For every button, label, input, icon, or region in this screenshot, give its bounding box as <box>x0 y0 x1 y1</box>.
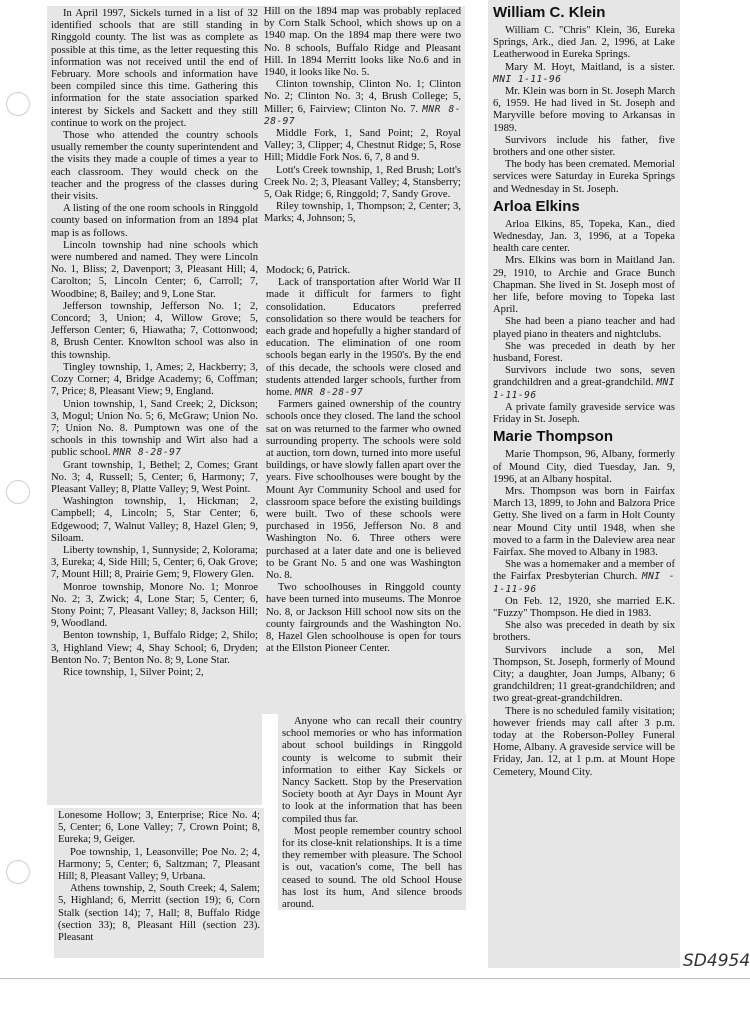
paragraph: Lott's Creek township, 1, Red Brush; Lott's Creek No. 2; 3, Pleasant Valley; 4, Stansberry; 5, Oak Ridge; 6, Ringgold; 7, Sandy Grove. <box>264 164 461 201</box>
punch-hole-top <box>6 92 30 116</box>
paragraph-text: She was a homemaker and a member of the Fairfax Presbyterian Church. <box>493 559 675 583</box>
paragraph: On Feb. 12, 1920, she married E.K. "Fuzzy" Thompson. He died in 1983. <box>493 595 675 619</box>
paragraph: Riley township, 1, Thompson; 2, Center; 3, Marks; 4, Johnson; 5, <box>264 201 461 225</box>
paragraph: Modock; 6, Patrick. <box>266 265 351 276</box>
paragraph: Mrs. Thompson was born in Fairfax March 13, 1899, to John and Balzora Price Getty. She lived on a farm in Holt County near Mound City until 1948, when she moved to a farm in the Daleview area near Fairfax. She moved to Albany in 1983. <box>493 485 675 558</box>
paragraph: Tingley township, 1, Ames; 2, Hackberry; 3, Cozy Corner; 4, Bridge Academy; 6, Coffman; 7, Price; 8, Pleasant View; 9, England. <box>51 361 258 398</box>
paragraph-text: Survivors include two sons, seven grandchildren and a great-grandchild. <box>493 365 675 389</box>
punch-hole-middle <box>6 480 30 504</box>
paragraph: Anyone who can recall their country school memories or who has information about school buildings in Ringgold county is welcome to submit their information to either Kay Sickels or Nancy Sackett. Stop by the Preservation Society booth at Ayr Days in Mount Ayr to look at the information that has been compiled thus far. <box>282 716 462 825</box>
handwritten-note: MNR 8-28-97 <box>113 447 182 459</box>
punch-hole-bottom <box>6 860 30 884</box>
obituaries-column <box>488 0 680 968</box>
handwritten-note: MNR 8-28-97 <box>294 387 364 399</box>
paragraph: In April 1997, Sickels turned in a list of 32 identified schools that are still standing in Ringgold county. The list was as complete as possible at this time, as the letter requesting this information was not received until the end of February. More schools and information have been compiled since this time. Gathering this information for the state association sparked interest by Sickels and Sackett and they still continue to work on the project. <box>51 8 258 129</box>
clipping-column-1 <box>47 6 262 805</box>
paragraph: Benton township, 1, Buffalo Ridge; 2, Shilo; 3, Highland View; 4, Shay School; 6, Dryden; Benton No. 7; Benton No. 8; 9, Lone Star. <box>51 630 258 666</box>
paragraph: Arloa Elkins, 85, Topeka, Kan., died Wednesday, Jan. 3, 1996, at a Topeka health care center. <box>493 218 675 255</box>
paragraph: Farmers gained ownership of the country schools once they closed. The land the school sat on was returned to the farmer who owned surrounding property. The schools were sold at auction, torn down, turned into more useful buildings, or have slowly fallen apart over the years. Five schoolhouses were bought by the Mount Ayr Community School and used for classroom space before the existing buildings were built. Two of these schools were purchased in 1956, Jefferson No. 8 and Washington No. 6. Three others were purchased at a later date and one is believed to be Grant No. 5 and one was Washington No. 8. <box>266 399 461 582</box>
paragraph: A listing of the one room schools in Ringgold county based on information from an 1894 plat map is as follows. <box>51 203 258 239</box>
paragraph: Survivors include a son, Mel Thompson, St. Joseph, formerly of Mound City; a daughter, Joan Jumps, Albany; 6 grandchildren; 11 great-grandchildren; and two great-great-grandchildren. <box>493 644 675 705</box>
paragraph: Mr. Klein was born in St. Joseph March 6, 1959. He had lived in St. Joseph and Maryville before moving to Arkansas in 1989. <box>493 86 675 134</box>
page-edge-line <box>0 978 750 979</box>
paragraph: William C. "Chris" Klein, 36, Eureka Springs, Ark., died Jan. 2, 1996, at Lake Leatherwood in Eureka Springs. <box>493 25 675 61</box>
obituary-heading: Marie Thompson <box>493 428 614 446</box>
paragraph-text: Clinton township, Clinton No. 1; Clinton No. 2; Clinton No. 3; 4, Brush College; 5, Miller; 6, Fairview; Clinton No. 7. <box>264 79 461 115</box>
paragraph: Those who attended the country schools usually remember the county superintendent and the visits they made a couple of times a year to each classroom. They would check on the teacher and the progress of the classes during their visits. <box>51 130 258 203</box>
paragraph: Survivors include his father, five brothers and one other sister. <box>493 134 675 159</box>
paragraph: Liberty township, 1, Sunnyside; 2, Kolorama; 3, Eureka; 4, Side Hill; 5, Center; 6, Oak Grove; 7, Mount Hill; 8, Prairie Gem; 9, Flowery Glen. <box>51 544 258 581</box>
paragraph: Rice township, 1, Silver Point; 2, <box>63 666 204 678</box>
handwritten-note: MNI 1-11-96 <box>493 73 562 85</box>
paragraph <box>264 79 461 128</box>
paragraph: Monroe township, Monore No. 1; Monroe No. 2; 3, Zwick; 4, Lone Star; 5, Center; 6, Stony Point; 7, Pleasant Valley; 8, Jackson Hill; 9, Woodland. <box>51 581 258 630</box>
handwritten-note: MNR 8-28-97 <box>264 103 461 127</box>
paragraph-text: Lack of transportation after World War II made it difficult for farmers to fight consolidation. Educators preferred consolidation so there would be teachers for each grade and hopefully a higher standard of education. The elimination of one room schools began early in the 1950's. By the end of this decade, the schools were closed and students attended larger schools, further from home. <box>266 277 461 399</box>
paragraph-text: Mary M. Hoyt, Maitland, is a sister. <box>505 61 675 73</box>
paragraph: There is no scheduled family visitation; however friends may call after 3 p.m. today at the Roberson-Polley Funeral Home, Albany. A graveside service will be Friday, Jan. 12, at 1 p.m. at Mount Hope Cemetery, Mound City. <box>493 705 675 778</box>
paragraph: Two schoolhouses in Ringgold county have been turned into museums. The Monroe No. 8, or Jackson Hill school now sits on the county fairgrounds and the Washington No. 8, Hazel Glen schoolhouse is open for tours at the Ellston Pioneer Center. <box>266 582 461 655</box>
paragraph: A private family graveside service was Friday in St. Joseph. <box>493 401 675 426</box>
paragraph: Middle Fork, 1, Sand Point; 2, Royal Valley; 3, Clipper; 4, Chestnut Ridge; 5, Rose Hill; Middle Fork Nos. 6, 7, 8 and 9. <box>264 128 461 164</box>
paragraph: Mrs. Elkins was born in Maitland Jan. 29, 1910, to Archie and Grace Bunch Chapman. She lived in St. Joseph most of her life, before moving to Topeka last April. <box>493 255 675 316</box>
handwritten-note: MNI 1-11-96 <box>493 377 675 401</box>
paragraph <box>493 62 675 86</box>
obituary-heading: William C. Klein <box>493 4 606 21</box>
paragraph: Lonesome Hollow; 3, Enterprise; Rice No. 4; 5, Center; 6, Lone Valley; 7, Crown Point; 8, Eureka; 9, Geiger. <box>58 810 260 846</box>
clipping-column-2-middle <box>262 264 465 714</box>
paragraph: Grant township, 1, Bethel; 2, Comes; Grant No. 3; 4, Russell; 5, Center; 6, Harmony; 7, Pleasant Valley; 8, Platte Valley; 9, West Point. <box>51 459 258 495</box>
paragraph: Lincoln township had nine schools which were numbered and named. They were Lincoln No. 1, Bliss; 2, Davenport; 3, Pleasant Hill; 4, Carolton; 5, Lincoln Center; 6, Carroll; 7, Woodbine; 8, Bailey; and 9, Lone Star. <box>51 239 258 300</box>
paragraph <box>266 277 461 399</box>
paragraph: She also was preceded in death by six brothers. <box>493 620 675 644</box>
paragraph: Hill on the 1894 map was probably replaced by Corn Stalk School, which shows up on a 1940 map. On the 1894 map there were two No. 8 schools, Buffalo Ridge and Pleasant Hill. In 1894 Merritt looks like No.6 and in 1940, it looks like No. 5. <box>264 6 461 79</box>
clipping-column-2-bottom <box>278 714 466 910</box>
clipping-column-2-top <box>260 6 465 264</box>
paragraph-text: Union township, 1, Sand Creek; 2, Dickson; 3, Mogul; Union No. 5; 6, McGraw; Union No. 7; Union No. 8. Pumptown was one of the schools in this township and Wirt also had a public school. <box>51 398 258 459</box>
paragraph: She had been a piano teacher and had played piano in theaters and nightclubs. <box>493 316 675 340</box>
paragraph: Athens township, 2, South Creek; 4, Salem; 5, Highland; 6, Merritt (section 19); 6, Corn Stalk (section 14); 7, Hall; 8, Buffalo Ridge (section 33); 8, Pleasant Hill (section 23). Pleasant <box>58 883 260 944</box>
paragraph <box>493 365 675 402</box>
paragraph: She was preceded in death by her husband, Forest. <box>493 340 675 365</box>
paragraph: Marie Thompson, 96, Albany, formerly of Mound City, died Tuesday, Jan. 9, 1996, at an Albany hospital. <box>493 449 675 485</box>
clipping-column-1-continued <box>54 808 264 958</box>
obituary-heading: Arloa Elkins <box>493 197 580 215</box>
paragraph: The body has been cremated. Memorial services were Saturday in Eureka Springs and Wednesday in St. Joseph. <box>493 159 675 195</box>
paragraph: Jefferson township, Jefferson No. 1; 2, Concord; 3, Union; 4, Willow Grove; 5, Jefferson Center; 6, Hiawatha; 7, Cottonwood; 8, Brush Center. Knowlton school was also in this township. <box>51 300 258 361</box>
paragraph: Washington township, 1, Hickman; 2, Campbell; 4, Lincoln; 5, Star Center; 6, Edgewood; 7, Walnut Valley; 8, Hazel Glen; 9, Siloam. <box>51 496 258 544</box>
paragraph: Poe township, 1, Leasonville; Poe No. 2; 4, Harmony; 5, Center; 6, Saltzman; 7, Pleasant Hill; 8, Pleasant Valley; 9, Urbana. <box>58 846 260 883</box>
paragraph <box>493 559 675 596</box>
paragraph: Most people remember country school for its close-knit relationships. It is a time they remember with pleasure. The School is out, vacation's come, The bell has ceased to sound. The old School House has lost its hum, And silence broods around. <box>282 825 462 910</box>
handwritten-note: MNI - 1-11-96 <box>493 571 675 595</box>
archive-stamp: SD4954 <box>683 951 750 971</box>
paragraph <box>51 399 258 460</box>
